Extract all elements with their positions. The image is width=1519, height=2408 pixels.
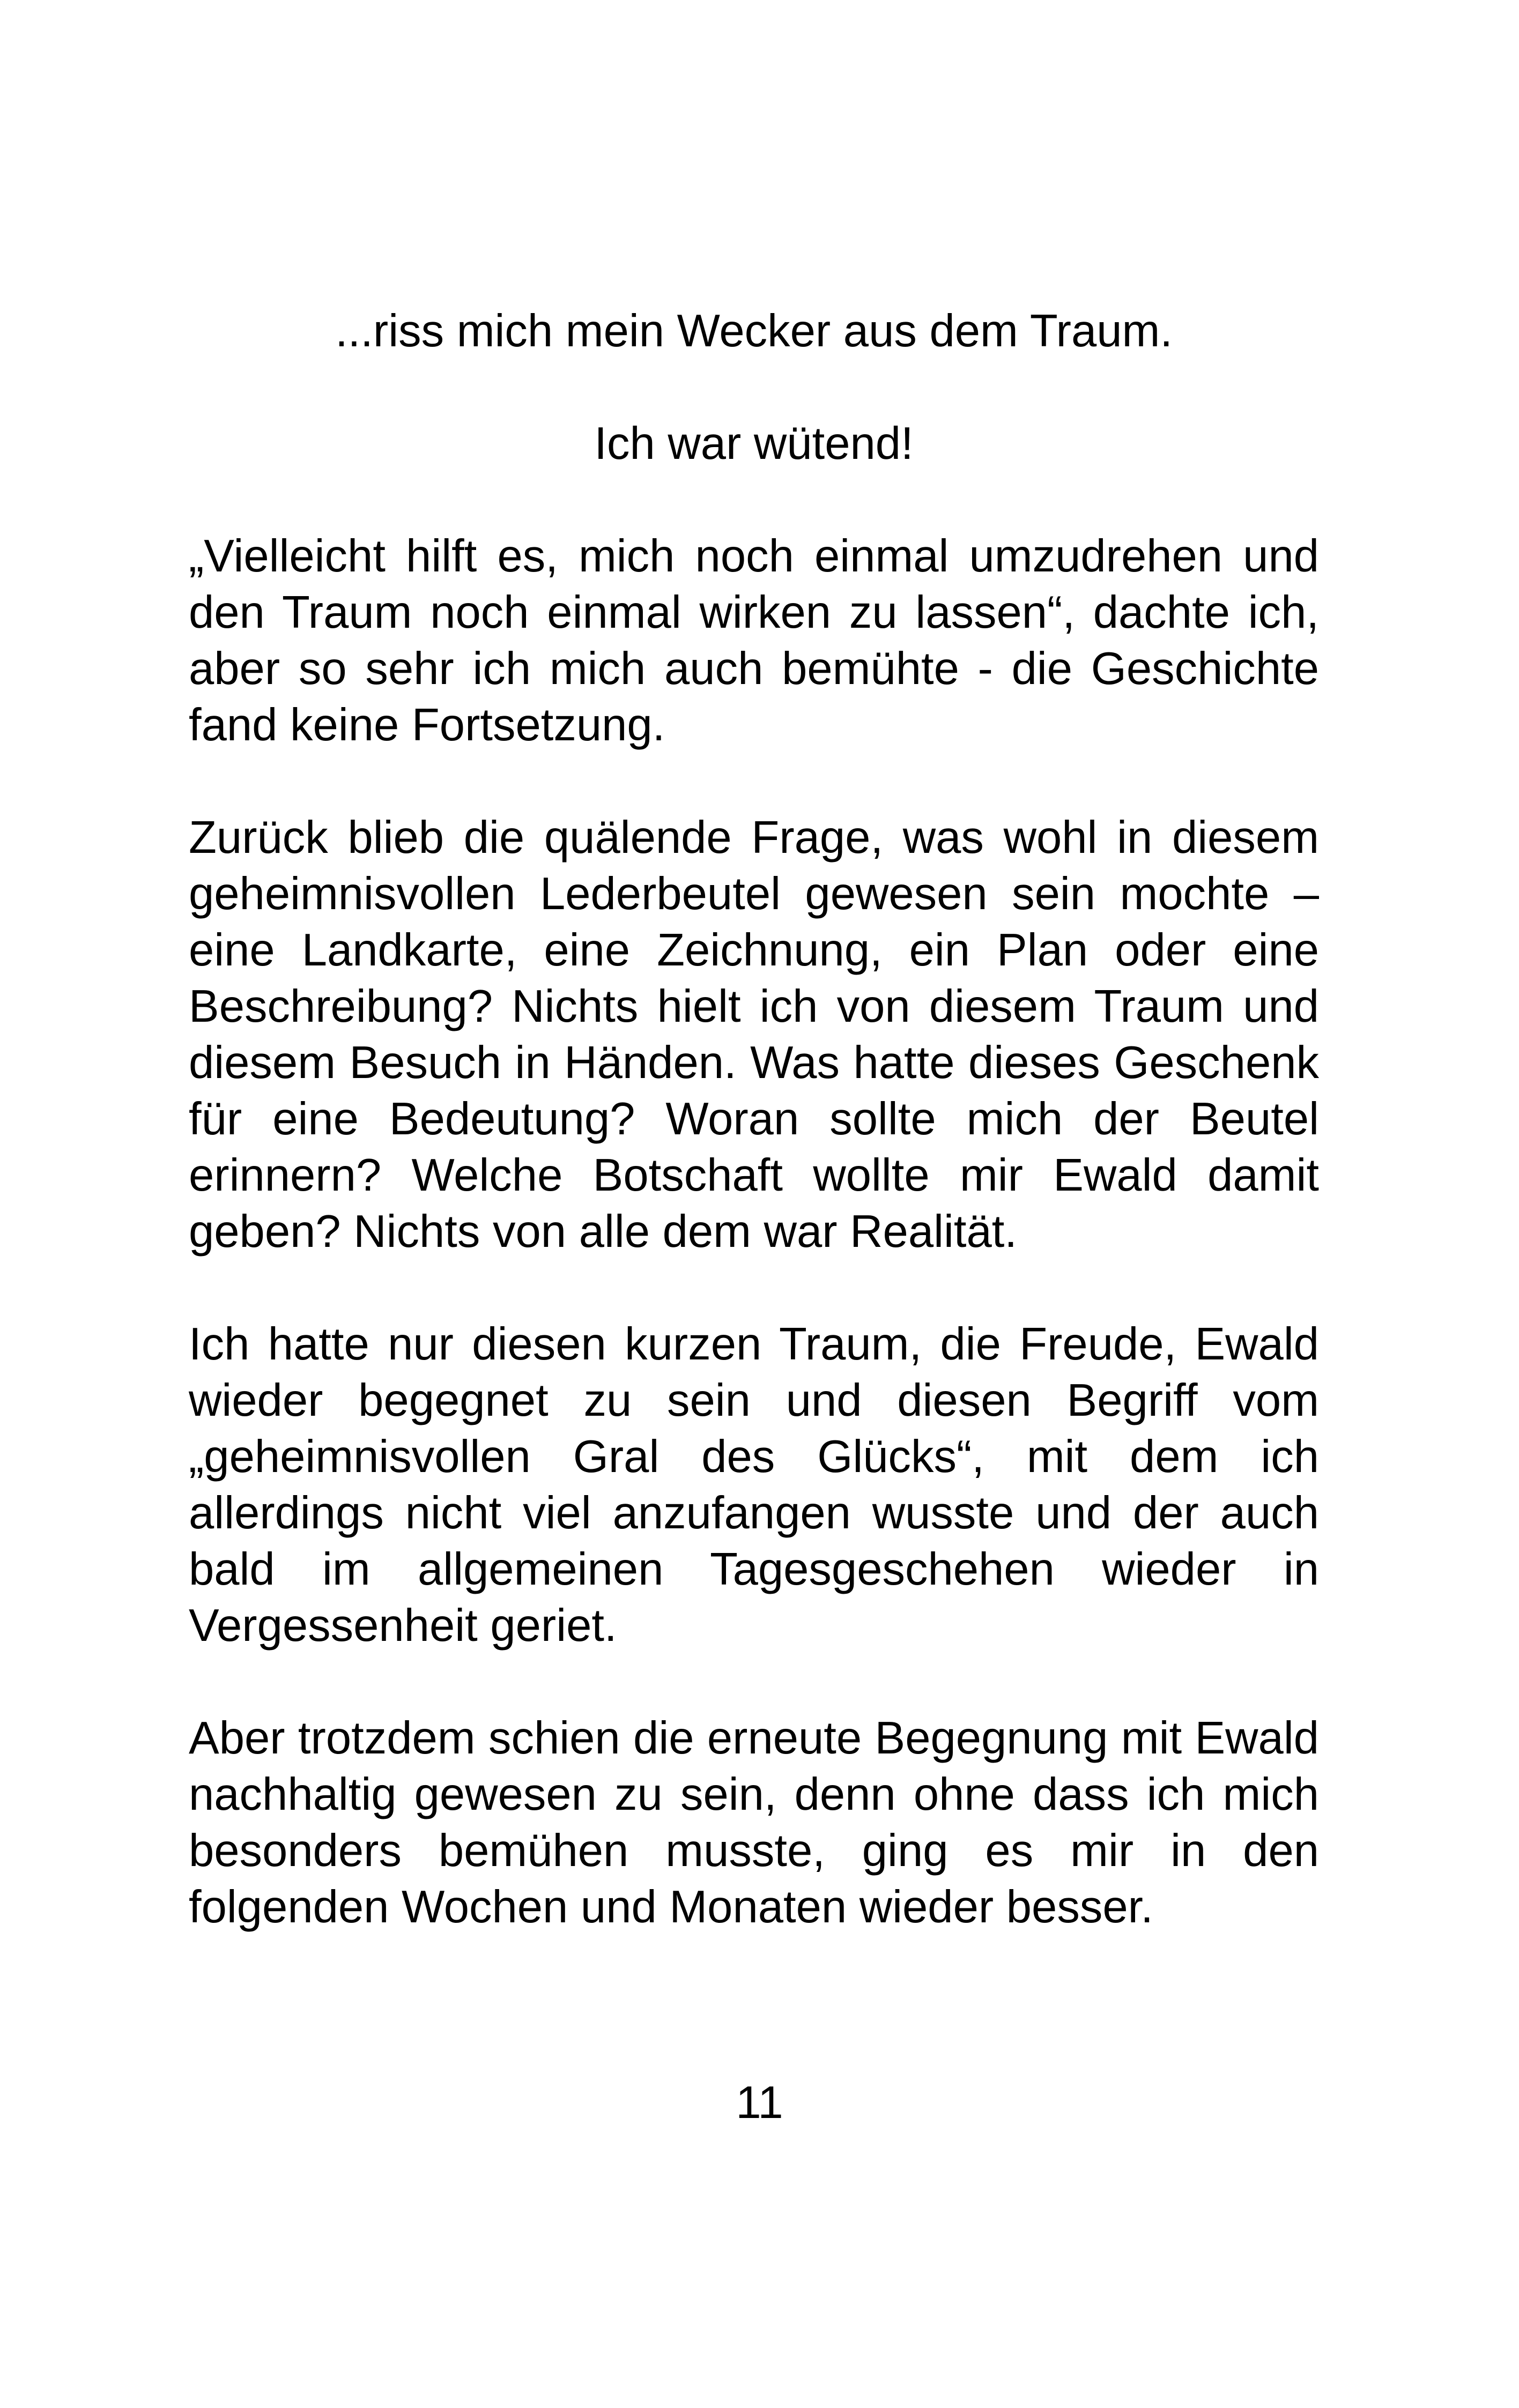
opening-line: ...riss mich mein Wecker aus dem Traum. bbox=[335, 306, 1173, 356]
paragraph-3: Ich hatte nur diesen kurzen Traum, die Freude, Ewald wieder begegnet zu sein und diesen Begriff vom „geheimnisvollen Gral des Glücks“, mit dem ich allerdings nicht viel anzufangen wusste und der auch bald im allgemeinen Tagesgeschehen wieder in Vergessenheit geriet. bbox=[189, 1319, 1319, 1651]
paragraph-2: Zurück blieb die quälende Frage, was wohl in diesem geheimnisvollen Lederbeutel gewesen sein mochte – eine Landkarte, eine Zeichnung, ein Plan oder eine Beschreibung? Nichts hielt ich von diesem Traum und diesem Besuch in Händen. Was hatte dieses Geschenk für eine Bedeutung? Woran sollte mich der Beutel erinnern? Welche Botschaft wollte mir Ewald damit geben? Nichts von alle dem war Realität. bbox=[189, 812, 1319, 1257]
paragraph-1: „Vielleicht hilft es, mich noch einmal umzudrehen und den Traum noch einmal wirken zu lassen“, dachte ich, aber so sehr ich mich auch bemühte - die Geschichte fand keine Fortsetzung. bbox=[189, 531, 1319, 750]
exclamation-line: Ich war wütend! bbox=[594, 418, 914, 469]
text-column bbox=[189, 303, 1319, 1935]
paragraph-4: Aber trotzdem schien die erneute Begegnung mit Ewald nachhaltig gewesen zu sein, denn ohne dass ich mich besonders bemühen musste, ging es mir in den folgenden Wochen und Monaten wieder besser. bbox=[189, 1713, 1319, 1933]
page-number: 11 bbox=[736, 2077, 783, 2128]
